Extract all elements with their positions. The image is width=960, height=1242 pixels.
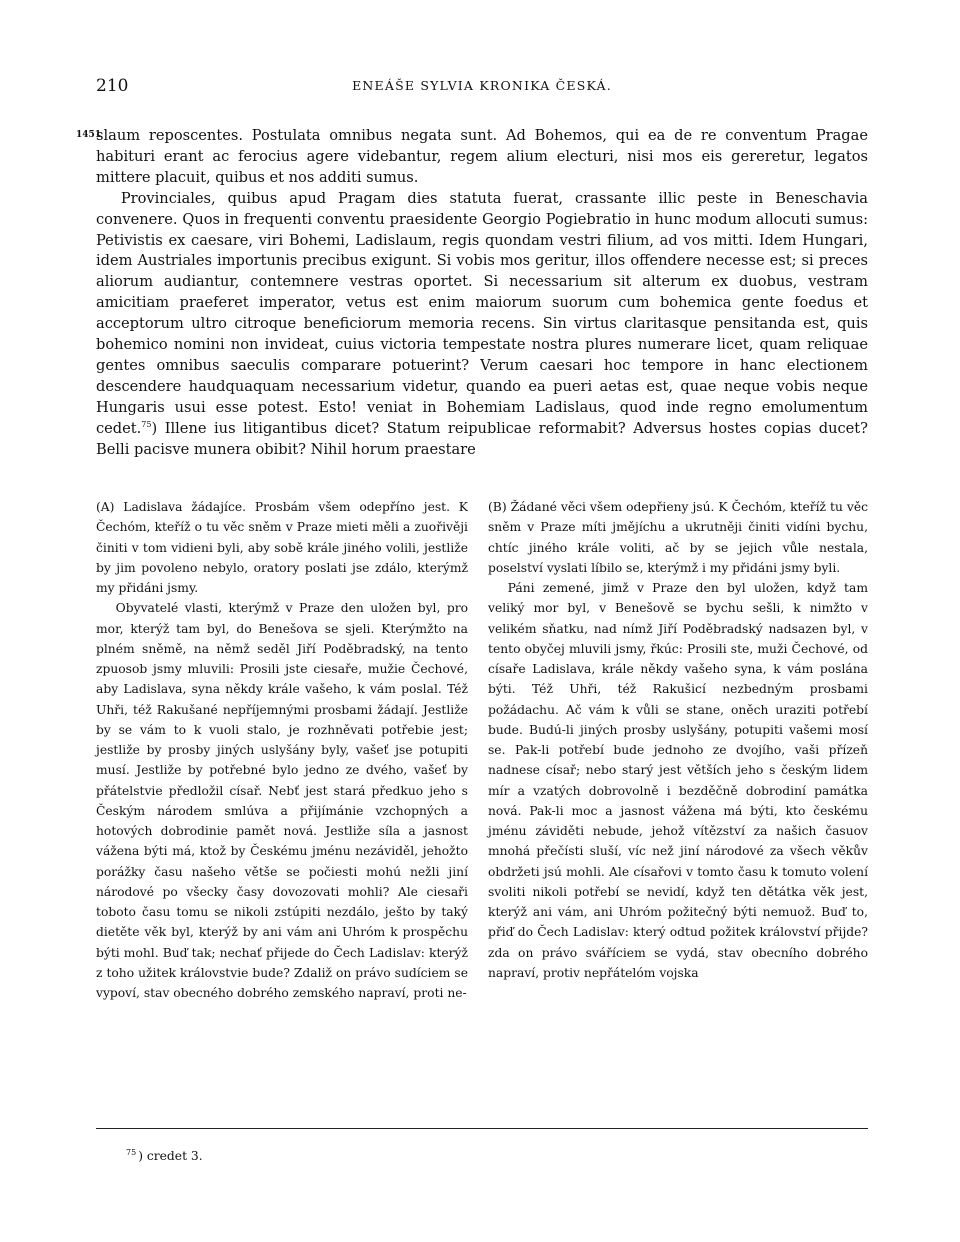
latin-text-block xyxy=(96,126,868,461)
latin-paragraph-1: slaum reposcentes. Postulata omnibus negata sunt. Ad Bohemos, qui ea de re conventum Pragae habituri erant ac ferocius agere videbantur, regem alium electuri, nisi mos eis gereretur, legatos mittere placuit, quibus et nos additi sumus. xyxy=(96,127,868,186)
column-a-paragraph-1: (A) Ladislava žádajíce. Prosbám všem odepříno jest. K Čechóm, kteříž o tu věc sněm v Praze mieti měli a zuořivěji činiti v tom vidieni byli, aby sobě krále jiného volili, jestliže by jim povoleno nebylo, oratory poslati jse zdálo, kterýmž my přidáni jsmy. xyxy=(96,500,468,595)
page-number: 210 xyxy=(96,76,129,96)
czech-column-b xyxy=(488,497,868,983)
footnote xyxy=(126,1148,203,1163)
column-a-paragraph-2: Obyvatelé vlasti, kterýmž v Praze den uložen byl, pro mor, kterýž tam byl, do Benešova se sjeli. Kterýmžto na plném sněmě, na němž seděl Jiří Poděbradský, na tento zpuosob jsmy mluvili: Prosili jste ciesaře, mužie Čechové, aby Ladislava, syna někdy krále vašeho, k vám poslal. Též Uhři, též Rakušané nepříjemnými prosbami žádají. Jestliže by se vám to k vuoli stalo, je rozhněvati potřebie jest; jestliže by prosby jiných uslyšány byly, vašeť jse potupiti musí. Jestliže by potřebné bylo jedno ze dvého, vašeť by přátelstvie předložil císař. Nebť jest stará předkuo jeho s Českým národem smlúva a přijímánie vzchopných a hotových dobrodinie pamět nová. Jestliže síla a jasnost vážena býti má, ktož by Českému jménu nezáviděl, jehožto porážky času našeho větše se počiesti mohú nežli jiní národové po všecky časy dovozovati mohli? Ale ciesaři toboto času tomu se nikoli zstúpiti nezdálo, ješto by taký dietěte věk byl, kterýž by ani vám ani Uhróm k prospěchu býti mohl. Buď tak; nechať přijede do Čech Ladislav: kterýž z toho užitek královstvie bude? Zdaliž on právo sudíciem se vypoví, stav obecného dobrého zemského napraví, proti ne- xyxy=(96,601,468,1000)
running-title: ENEÁŠE SYLVIA KRONIKA ČESKÁ. xyxy=(352,78,612,93)
margin-year: 1451 xyxy=(76,130,102,140)
latin-paragraph-2 xyxy=(96,189,868,461)
footnote-reference: 75 xyxy=(141,419,152,429)
column-b-paragraph-1: (B) Žádané věci všem odepřieny jsú. K Čechóm, kteříž tu věc sněm v Praze míti jmějíchu a ukrutněji činiti vidíni bychu, chtíc jiného krále voliti, ač by se jejich vůle nestala, poselství vyslati líbilo se, kterýmž i my přidáni jsmy byli. xyxy=(488,500,868,575)
latin-paragraph-2-text: Provinciales, quibus apud Pragam dies statuta fuerat, crassante illic peste in Beneschavia convenere. Quos in frequenti conventu praesidente Georgio Pogiebratio in hunc modum allocuti sumus: Petivistis ex caesare, viri Bohemi, Ladislaum, regis quondam vestri filium, ad vos mitti. Idem Hungari, idem Austriales importunis precibus exigunt. Si vobis mos geritur, illos offendere necesse est; si preces aliorum audiantur, contemnere vestras oportet. Si necessarium sit alterum ex duobus, vestram amicitiam praeferet imperator, vetus est enim maiorum suorum cum bohemica gente foedus et acceptorum ultro citroque beneficiorum memoria recens. Sin virtus claritasque pensitanda est, quis bohemico nomini non invideat, cuius victoria tempestate nostra plures numerare licet, quam reliquae gentes omnibus saeculis comparare potuerint? Verum caesari hoc tempore in hanc electionem descendere haudquaquam necessarium videtur, quando ea pueri aetas est, quae neque vobis neque Hungaris usui esse potest. Esto! veniat in Bohemiam Ladislaus, quod inde regno emolumentum cedet. xyxy=(96,189,868,437)
footnote-rule xyxy=(96,1128,868,1129)
latin-paragraph-2-continuation: ) Illene ius litigantibus dicet? Statum reipublicae reformabit? Adversus hostes copias ducet? Belli pacisve munera obibit? Nihil horum praestare xyxy=(96,419,868,458)
footnote-mark: 75 xyxy=(126,1148,137,1157)
column-b-paragraph-2: Páni zemené, jimž v Praze den byl uložen, když tam veliký mor byl, v Benešově se bychu sešli, k nimžto v velikém sňatku, nad nímž Jiří Poděbradský nadsazen byl, v tento obyčej mluvili jsmy, řkúc: Prosili ste, muži Čechové, od císaře Ladislava, krále někdy vašeho syna, k vám poslána býti. Též Uhři, též Rakušicí nezbedným prosbami požádachu. Ač vám k vůli se stane, oněch uraziti potřebí bude. Budú-li jiných prosby uslyšány, potupiti vašemi mosí se. Pak-li potřebí bude jednoho ze dvojího, vaši přízeň nadnese císař; nebo starý jest větších jeho s českým lidem mír a vzatých dobrovolně i bezděčně dobrodiní památka nová. Pak-li moc a jasnost vážena má býti, kto českému jménu záviděti nebude, jehož vítězství za našich časuov mnohá přečísti sluší, víc než jiní národové za všech věkův obdržeti jsú mohli. Ale císařovi v tomto času k tomuto volení svoliti nikoli potřebí se nevidí, když ten dětátka věk jest, kterýž ani vám, ani Uhróm požitečný býti nemuož. Buď to, přiď do Čech Ladislav: který odtud požitek království přijde? zda on právo sváříciem se vydá, stav obecního dobrého napraví, protiv nepřátelóm vojska xyxy=(488,581,868,980)
running-head xyxy=(96,76,868,100)
footnote-text: ) credet 3. xyxy=(138,1149,203,1164)
czech-column-a xyxy=(96,497,468,1003)
